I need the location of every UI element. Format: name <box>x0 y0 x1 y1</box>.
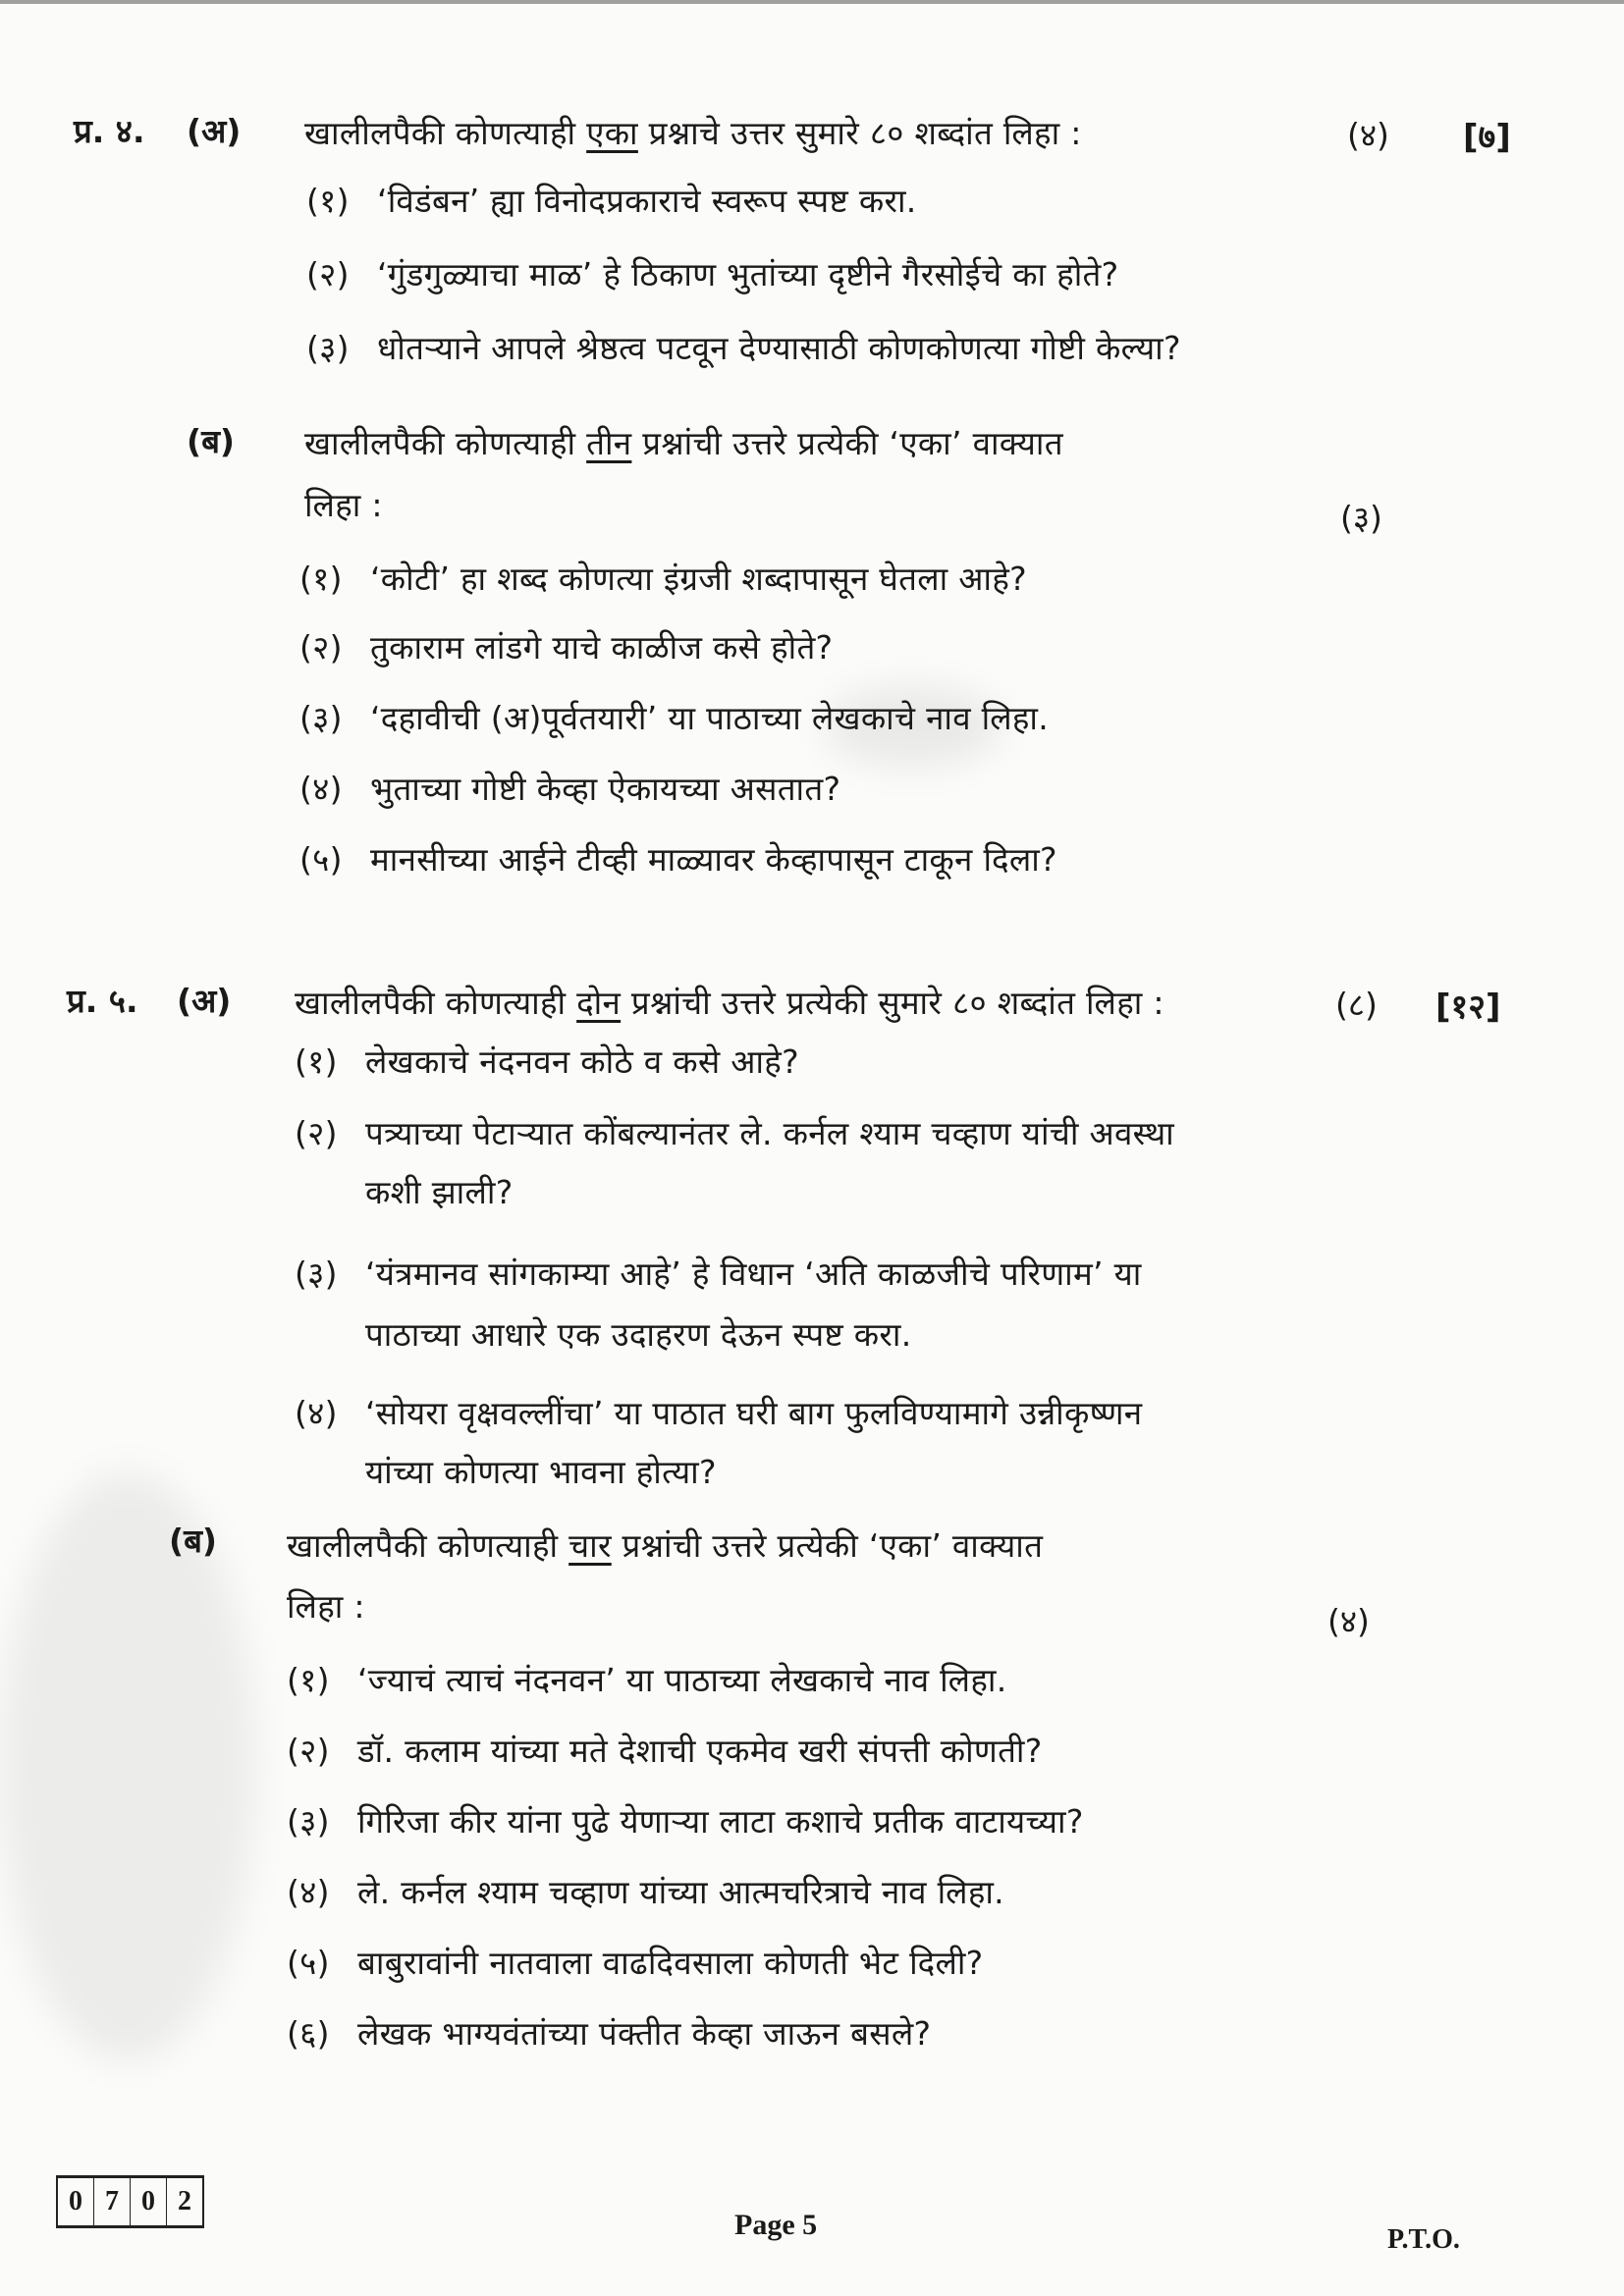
subpart-label: (अ) <box>187 112 242 150</box>
list-item: (१) लेखकाचे नंदनवन कोठे व कसे आहे? <box>295 1042 799 1081</box>
marks: (८) <box>1335 986 1378 1024</box>
list-item: (२) डॉ. कलाम यांच्या मते देशाची एकमेव खरी संपत्ती कोणती? <box>287 1732 1043 1770</box>
marks: (४) <box>1327 1602 1370 1640</box>
list-item: (२) ‘गुंडगुळ्याचा माळ’ हे ठिकाण भुतांच्या दृष्टीने गैरसोईचे का होते? <box>306 255 1119 294</box>
question-number: प्र. ४. <box>74 112 145 150</box>
instruction-emphasis: दोन <box>576 984 622 1022</box>
instruction-emphasis: तीन <box>586 424 632 462</box>
marks: (३) <box>1340 499 1382 537</box>
list-item: (१) ‘ज्याचं त्याचं नंदनवन’ या पाठाच्या लेखकाचे नाव लिहा. <box>287 1661 1007 1699</box>
scan-shadow <box>0 1472 255 2061</box>
instruction: खालीलपैकी कोणत्याही तीन प्रश्नांची उत्तरे प्रत्येकी ‘एका’ वाक्यात <box>304 424 1063 462</box>
list-item: (३) ‘दहावीची (अ)पूर्वतयारी’ या पाठाच्या लेखकाचे नाव लिहा. <box>299 699 1050 737</box>
instruction <box>304 114 1082 153</box>
instruction: खालीलपैकी कोणत्याही दोन प्रश्नांची उत्तरे प्रत्येकी सुमारे ८० शब्दांत लिहा : <box>295 984 1164 1022</box>
subpart-label: (ब) <box>187 422 236 460</box>
list-item: (६) लेखक भाग्यवंतांच्या पंक्तीत केव्हा जाऊन बसले? <box>287 2014 932 2053</box>
list-item: (३) गिरिजा कीर यांना पुढे येणाऱ्या लाटा कशाचे प्रतीक वाटायच्या? <box>287 1802 1084 1841</box>
subpart-label: (ब) <box>169 1522 218 1560</box>
list-item: (२) तुकाराम लांडगे याचे काळीज कसे होते? <box>299 628 834 667</box>
list-item: (४) भुताच्या गोष्टी केव्हा ऐकायच्या असतात? <box>299 770 841 808</box>
total-marks: [७] <box>1463 118 1511 157</box>
list-item-continued: कशी झाली? <box>365 1173 514 1211</box>
instruction-continued: लिहा : <box>304 486 383 524</box>
instruction-text: प्रश्नाचे उत्तर सुमारे ८० शब्दांत लिहा : <box>637 114 1082 152</box>
list-item: (४) ले. कर्नल श्याम चव्हाण यांच्या आत्मचरित्राचे नाव लिहा. <box>287 1873 1004 1911</box>
code-digit: 2 <box>178 2186 191 2216</box>
instruction-continued: लिहा : <box>287 1587 365 1626</box>
list-item-continued: यांच्या कोणत्या भावना होत्या? <box>365 1453 717 1491</box>
page-number: Page 5 <box>734 2209 818 2241</box>
code-digit: 0 <box>131 2178 167 2225</box>
instruction-emphasis: एका <box>586 114 638 152</box>
list-item: (३) ‘यंत्रमानव सांगकाम्या आहे’ हे विधान ‘अति काळजीचे परिणाम’ या <box>295 1255 1142 1293</box>
instruction-emphasis: चार <box>568 1526 612 1565</box>
pto-label: P.T.O. <box>1387 2224 1460 2255</box>
list-item: (२) पत्र्याच्या पेटाऱ्यात कोंबल्यानंतर ले. कर्नल श्याम चव्हाण यांची अवस्था <box>295 1114 1175 1152</box>
question-number: प्र. ५. <box>67 982 138 1020</box>
instruction-text: खालीलपैकी कोणत्याही <box>304 114 587 152</box>
list-item: (५) मानसीच्या आईने टीव्ही माळ्यावर केव्हापासून टाकून दिला? <box>299 840 1057 879</box>
list-item: (१) ‘विडंबन’ ह्या विनोदप्रकाराचे स्वरूप स्पष्ट करा. <box>306 182 917 220</box>
list-item: (४) ‘सोयरा वृक्षवल्लींचा’ या पाठात घरी बाग फुलविण्यामागे उन्नीकृष्णन <box>295 1394 1143 1432</box>
instruction: खालीलपैकी कोणत्याही चार प्रश्नांची उत्तरे प्रत्येकी ‘एका’ वाक्यात <box>287 1526 1044 1565</box>
code-digit: 0 <box>58 2178 94 2225</box>
total-marks: [१२] <box>1435 988 1501 1027</box>
paper-code-box <box>56 2175 204 2228</box>
list-item: (३) धोतऱ्याने आपले श्रेष्ठत्व पटवून देण्यासाठी कोणकोणत्या गोष्टी केल्या? <box>306 329 1181 367</box>
code-digit: 7 <box>94 2178 131 2225</box>
scan-top-edge <box>0 0 1624 4</box>
list-item: (५) बाबुरावांनी नातवाला वाढदिवसाला कोणती भेट दिली? <box>287 1944 984 1982</box>
list-item-continued: पाठाच्या आधारे एक उदाहरण देऊन स्पष्ट करा. <box>365 1315 912 1354</box>
list-item: (१) ‘कोटी’ हा शब्द कोणत्या इंग्रजी शब्दापासून घेतला आहे? <box>299 560 1027 598</box>
subpart-label: (अ) <box>177 982 232 1020</box>
marks: (४) <box>1347 116 1389 154</box>
